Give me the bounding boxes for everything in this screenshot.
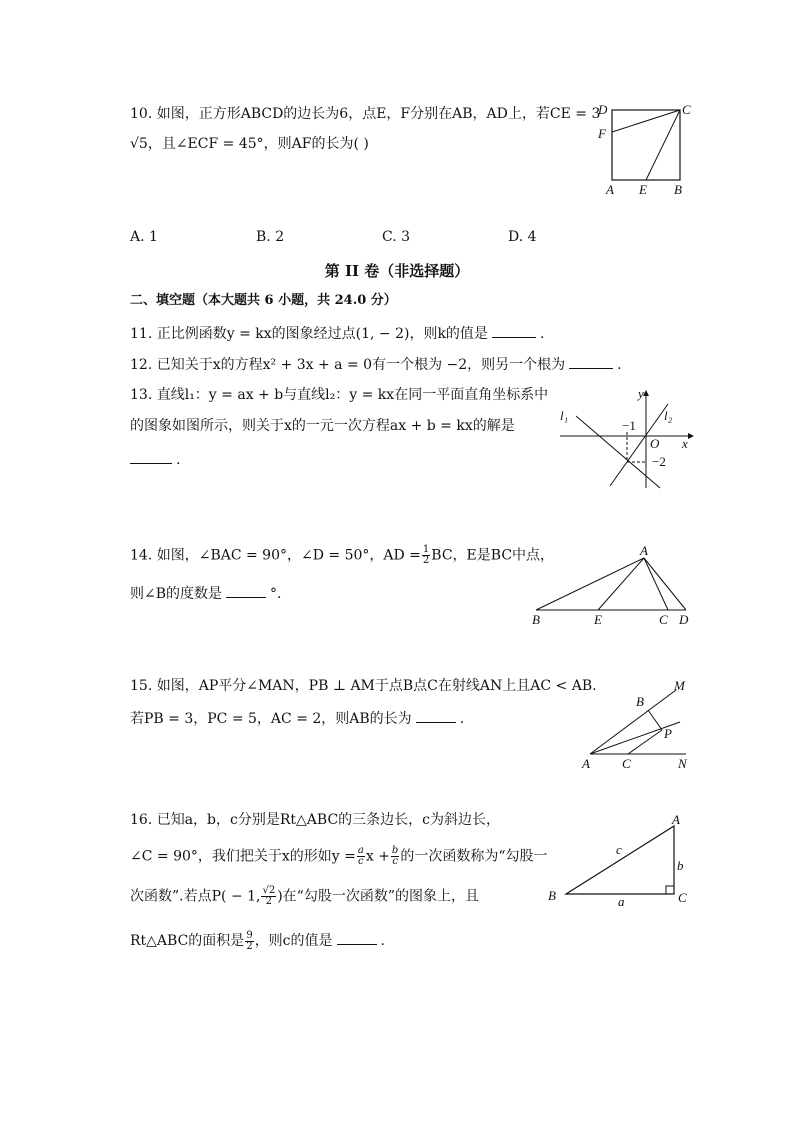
q16-label-b-vertex: B [548,888,556,903]
q14-label-d: D [679,612,689,627]
part2-title: 第 II 卷（非选择题） [324,262,470,280]
q16-label-c-vertex: C [678,890,687,905]
q14-answer-blank[interactable] [226,583,266,598]
q14-stem-d: °. [270,586,282,602]
q10-label-b: B [674,182,682,196]
q14-label-a: A [640,543,648,558]
q13-figure [556,384,696,494]
q15-answer-blank[interactable] [416,708,456,723]
q12-stem: 12. 已知关于x的方程x² + 3x + a = 0有一个根为 −2，则另一个根为 [130,357,566,373]
q16-label-c-side: c [616,842,622,857]
q14-figure [526,540,696,630]
q16-frac2 [391,846,399,867]
q16-stem-e: Rt△ABC的面积是 [130,933,245,949]
q10-option-a: A. 1 [130,229,158,245]
q11-answer-blank[interactable] [492,323,536,338]
q12-answer-blank[interactable] [569,354,613,369]
q16-figure [540,812,696,912]
q16-stem-f: ，则c的值是 [254,933,333,949]
q16-frac4 [245,931,253,952]
q13-label-minus2: −2 [652,454,666,469]
q15-label-c: C [622,756,631,771]
section2-title: 二、填空题（本大题共 6 小题，共 24.0 分） [130,293,397,308]
q15-label-m: M [674,678,685,693]
q12-text: 12. 已知关于x的方程x² + 3x + a = 0有一个根为 −2，则另一个根为 . [130,354,622,375]
q16-stem-c: 次函数”.若点P( − 1, [130,888,261,905]
q10-option-b: B. 2 [256,229,285,245]
q16-frac2-den: c [392,856,398,867]
q15-label-n: N [678,756,687,771]
q10-label-d: D [598,102,608,117]
q14-line1 [130,545,554,566]
q15-label-b: B [636,694,644,709]
q16-stem-a: ∠C = 90°，我们把关于x的形如y = [130,848,356,865]
q16-frac3 [261,886,276,907]
q16-answer-blank[interactable] [337,930,377,945]
q10-label-f: F [598,126,606,141]
q16-stem-b: 的一次函数称为“勾股一 [400,848,548,865]
q13-label-x: x [682,436,688,451]
q10-figure [590,96,700,196]
q16-frac1 [357,846,365,867]
q15-label-p: P [664,726,672,741]
q13-label-l1: l₁ [560,408,569,423]
q13-label-y: y [638,386,644,401]
q16-frac1-num: a [357,845,364,856]
q13-label-o: O [650,436,660,451]
q16-frac3-den: 2 [265,896,273,907]
q13-line3: . [130,449,180,470]
q10-label-c: C [682,102,691,117]
q16-label-a-side: a [618,894,625,909]
q16-stem-end: . [380,933,385,949]
q14-label-e: E [594,612,602,627]
q16-stem-mid: x + [365,848,390,865]
q16-label-a-vertex: A [672,812,680,827]
q16-frac2-num: b [391,845,399,856]
q13-line1: 13. 直线l₁：y = ax + b与直线l₂：y = kx在同一平面直角坐标系中 [130,387,549,403]
q16-stem-d: )在“勾股一次函数”的图象上，且 [277,888,479,905]
q16-frac4-den: 2 [246,940,253,952]
q14-stem-b: BC，E是BC中点， [431,547,555,564]
q16-frac3-num: √2 [262,885,276,896]
q10-line1: 10. 如图，正方形ABCD的边长为6，点E，F分别在AB，AD上，若CE = 3 [130,106,601,122]
q10-label-e: E [639,182,647,196]
q14-label-b: B [532,612,540,627]
q11-stem: 11. 正比例函数y = kx的图象经过点(1, − 2)，则k的值是 [130,326,488,342]
q10-label-a: A [606,182,614,196]
q10-option-c: C. 3 [382,229,411,245]
q10-option-d: D. 4 [508,229,537,245]
q16-frac4-num: 9 [246,929,253,941]
q14-line2 [130,583,281,604]
q14-frac-num: 1 [422,544,430,555]
q10-line2: √5，且∠ECF = 45°，则AF的长为( ) [130,136,369,152]
q16-label-b-side: b [677,858,684,873]
q13-label-minus1: −1 [622,418,636,433]
q15-line2: 若PB = 3，PC = 5，AC = 2，则AB的长为 . [130,708,464,729]
q14-frac-den: 2 [422,555,430,566]
q14-stem-c: 则∠B的度数是 [130,586,223,602]
q15-figure [576,676,696,776]
q11-text: 11. 正比例函数y = kx的图象经过点(1, − 2)，则k的值是 . [130,323,544,344]
q14-fraction [422,545,430,566]
q15-label-a: A [582,756,590,771]
q13-answer-blank[interactable] [130,449,172,464]
q16-line3 [130,886,479,907]
q16-line2 [130,846,548,867]
q16-line4 [130,930,385,952]
q16-line1: 16. 已知a，b，c分别是Rt△ABC的三条边长，c为斜边长， [130,812,501,828]
q14-label-c: C [659,612,668,627]
q13-line2: 的图象如图所示，则关于x的一元一次方程ax + b = kx的解是 [130,418,515,434]
q15-line1: 15. 如图，AP平分∠MAN，PB ⊥ AM于点B点C在射线AN上且AC < AB. [130,678,597,694]
q16-frac1-den: c [358,856,364,867]
q15-stem: 若PB = 3，PC = 5，AC = 2，则AB的长为 [130,711,412,727]
q13-label-l2: l₂ [664,408,673,423]
q14-stem-a: 14. 如图，∠BAC = 90°，∠D = 50°，AD = [130,547,421,564]
